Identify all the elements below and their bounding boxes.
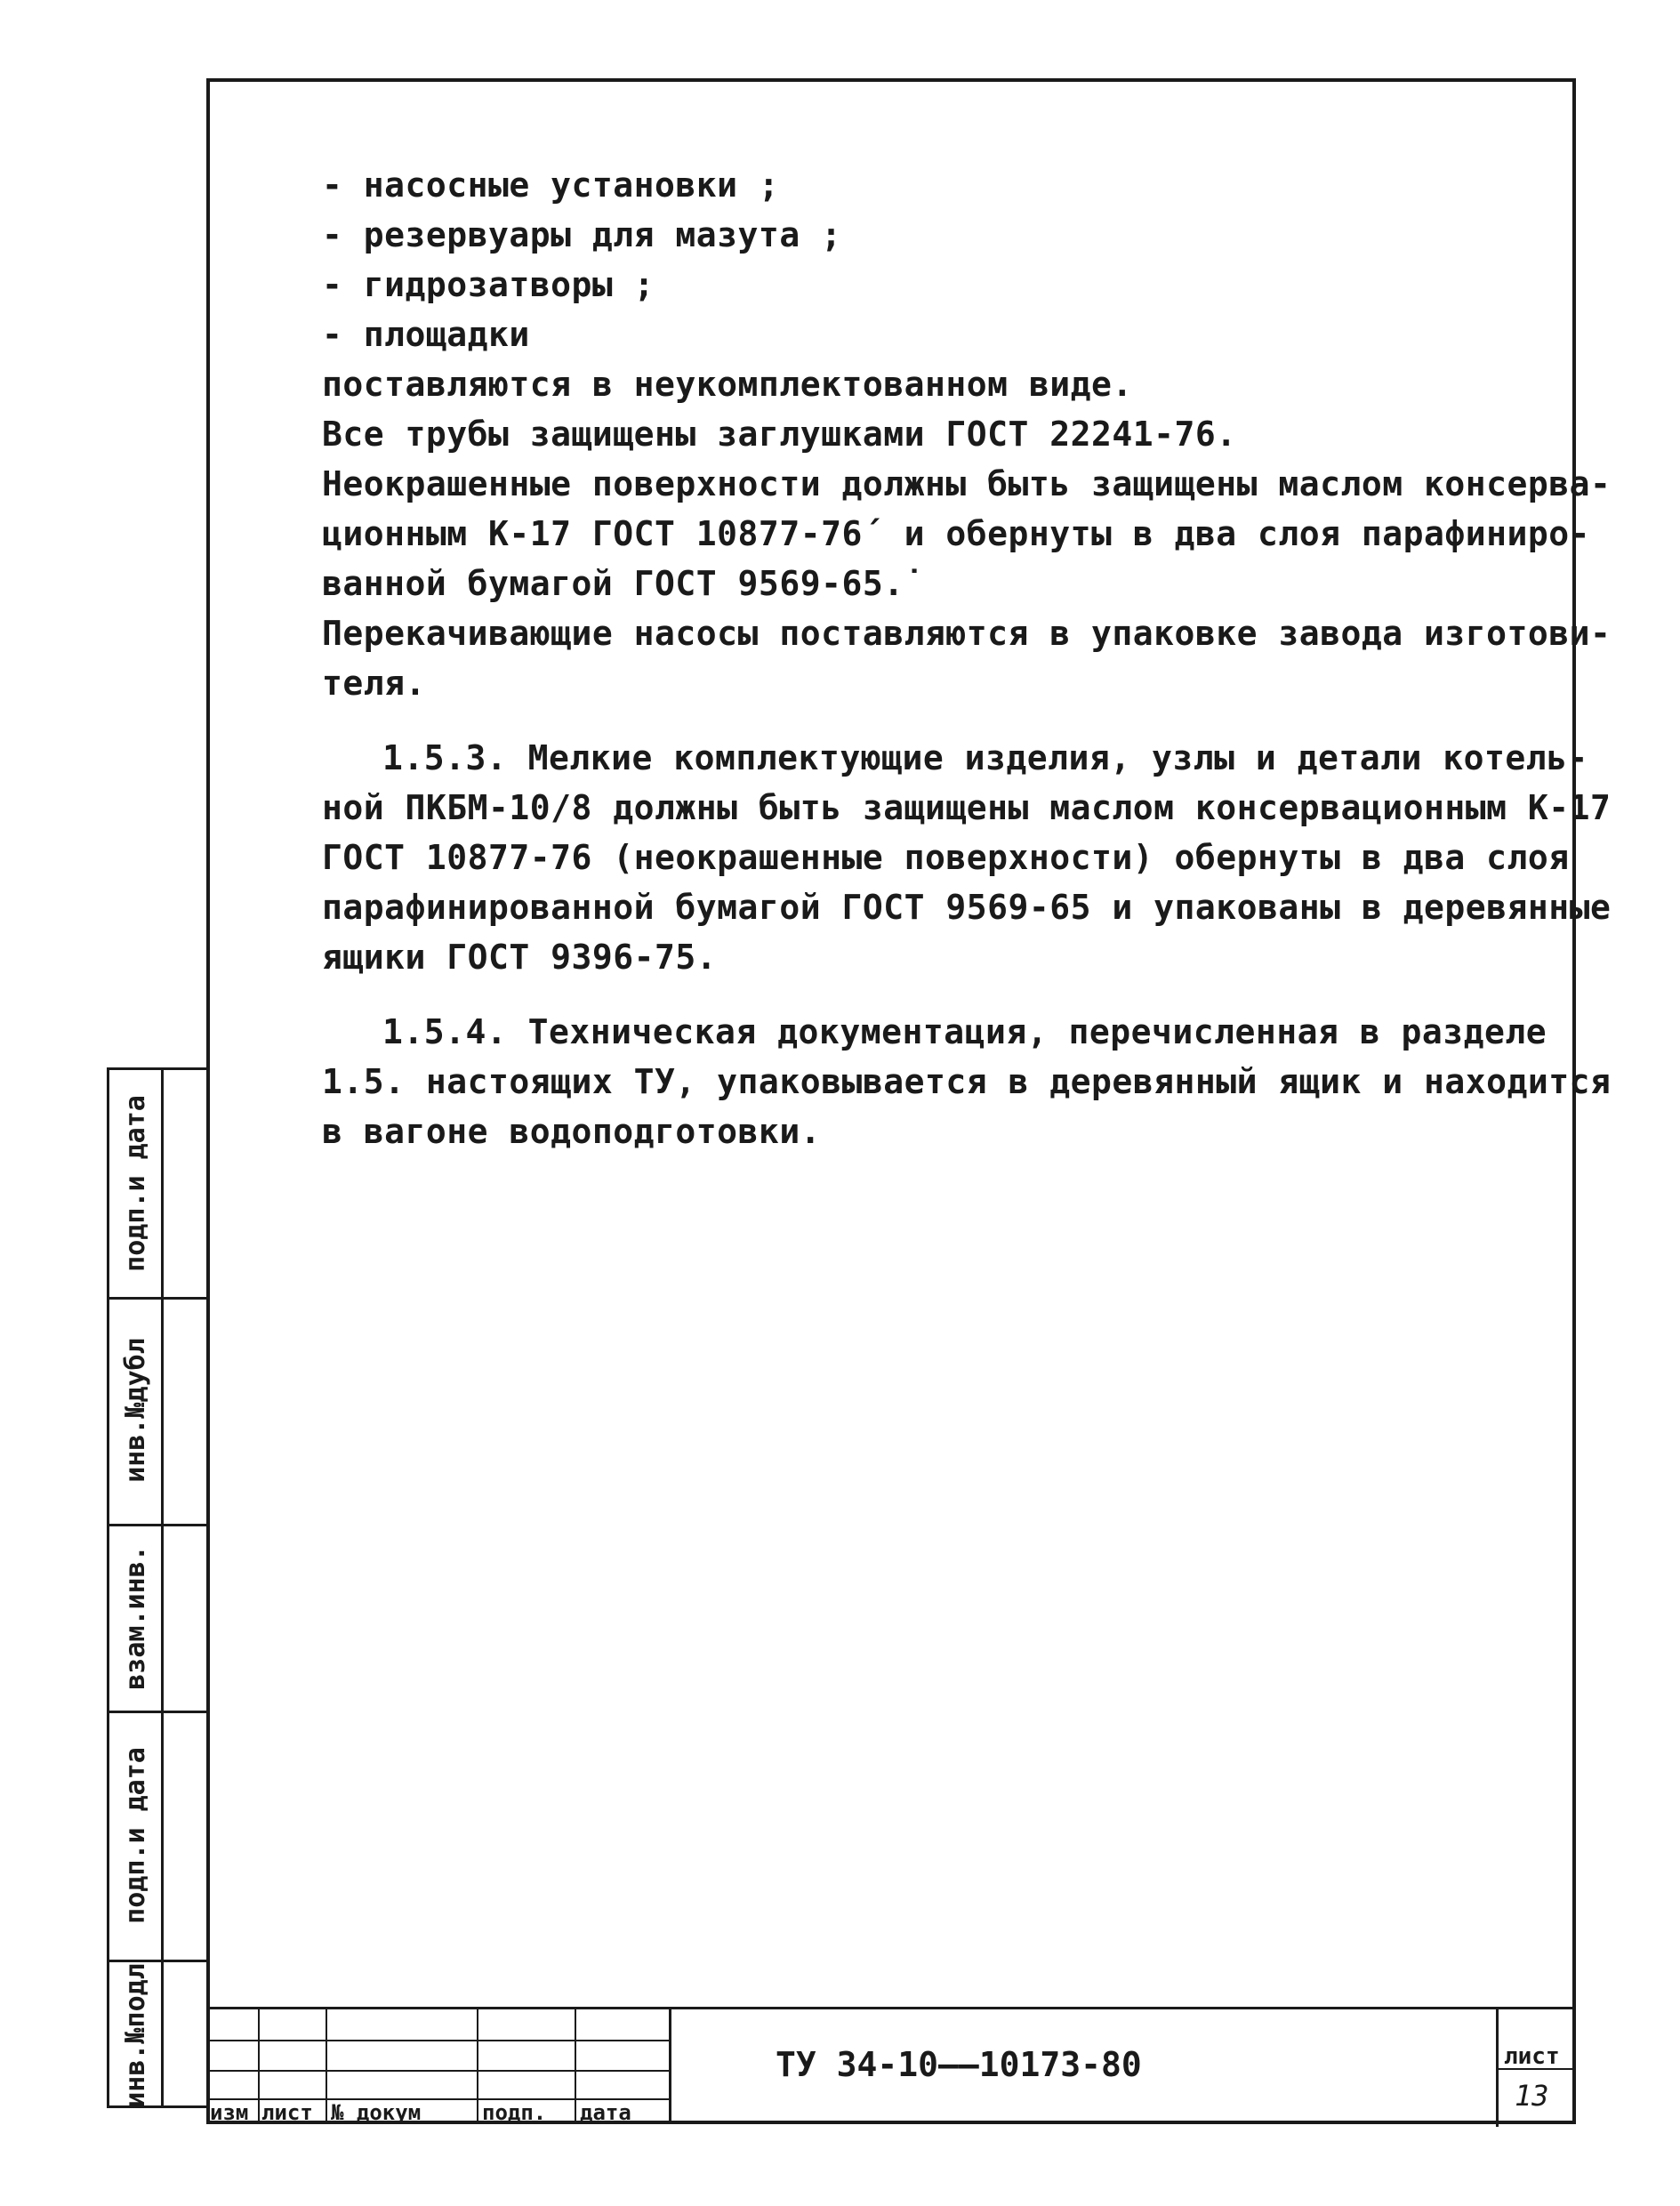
sheet-box-divider [1499,2068,1576,2070]
sheet-label: лист [1504,2043,1560,2070]
column-label-signature: подп. [482,2100,547,2125]
column-label-change: изм [210,2100,249,2125]
text-line: парафинированной бумагой ГОСТ 9569-65 и упакованы в деревянные [322,888,1612,927]
paragraph-1-5-4 [322,1007,1612,1156]
column-label-sheet: лист [261,2100,313,2125]
document-number: ТУ 34-10——10173-80 [776,2045,1142,2084]
stamp-cell-signature-date-2 [109,1070,161,1297]
list-item: - резервуары для мазута ; [322,215,842,254]
text-line: в вагоне водоподготовки. [322,1112,822,1151]
column-label-date: дата [580,2100,631,2125]
stamp-label: инв.№дубл [119,1338,151,1483]
stamp-cell-original-inventory [109,1960,161,2111]
document-body [322,160,1612,1156]
stamp-label: подп.и дата [119,1095,151,1272]
margin-stamp [107,1067,206,2108]
text-line: ной ПКБМ-10/8 должны быть защищены маслом консервационным К-17 [322,788,1612,827]
title-block-row-line [206,2070,669,2072]
text-line: теля. [322,664,426,703]
stamp-column-divider [161,1070,164,2105]
text-line: 1.5.4. Техническая документация, перечисленная в разделе [382,1012,1547,1051]
text-line: Неокрашенные поверхности должны быть защищены маслом консерва- [322,464,1612,503]
text-line: 1.5. настоящих ТУ, упаковывается в деревянный ящик и находится [322,1062,1612,1101]
title-block-row-line [206,2040,669,2041]
stamp-label: подп.и дата [119,1746,151,1924]
text-line: ящики ГОСТ 9396-75. [322,938,718,977]
component-list [322,160,1549,359]
text-line: Перекачивающие насосы поставляются в упаковке завода изготови- [322,614,1612,653]
text-line: Все трубы защищены заглушками ГОСТ 22241-76. [322,415,1237,454]
title-block [206,2007,1576,2124]
text-line: ванной бумагой ГОСТ 9569-65.˙ [322,564,925,603]
list-item: - гидрозатворы ; [322,265,655,304]
stamp-cell-signature-date [109,1711,161,1960]
paragraph-1-5-3 [322,733,1612,982]
text-line: ционным К-17 ГОСТ 10877-76´ и обернуты в два слоя парафиниро- [322,514,1591,553]
stamp-label: взам.инв. [119,1544,151,1690]
stamp-cell-duplicate-inventory [109,1297,161,1524]
delivery-paragraph [322,359,1612,708]
title-block-column-labels [206,2100,678,2127]
stamp-label: инв.№подл [119,1962,151,2108]
column-label-document: № докум [331,2100,422,2125]
text-line: ГОСТ 10877-76 (неокрашенные поверхности) обернуты в два слоя [322,838,1570,877]
stamp-cell-replacement-inventory [109,1524,161,1711]
text-line: 1.5.3. Мелкие комплектующие изделия, узлы и детали котель- [382,738,1588,777]
list-item: - площадки [322,315,530,354]
text-line: поставляются в неукомплектованном виде. [322,365,1133,404]
sheet-number: 13 [1515,2079,1549,2113]
list-item: - насосные установки ; [322,165,780,205]
sheet-number-box [1496,2009,1576,2127]
